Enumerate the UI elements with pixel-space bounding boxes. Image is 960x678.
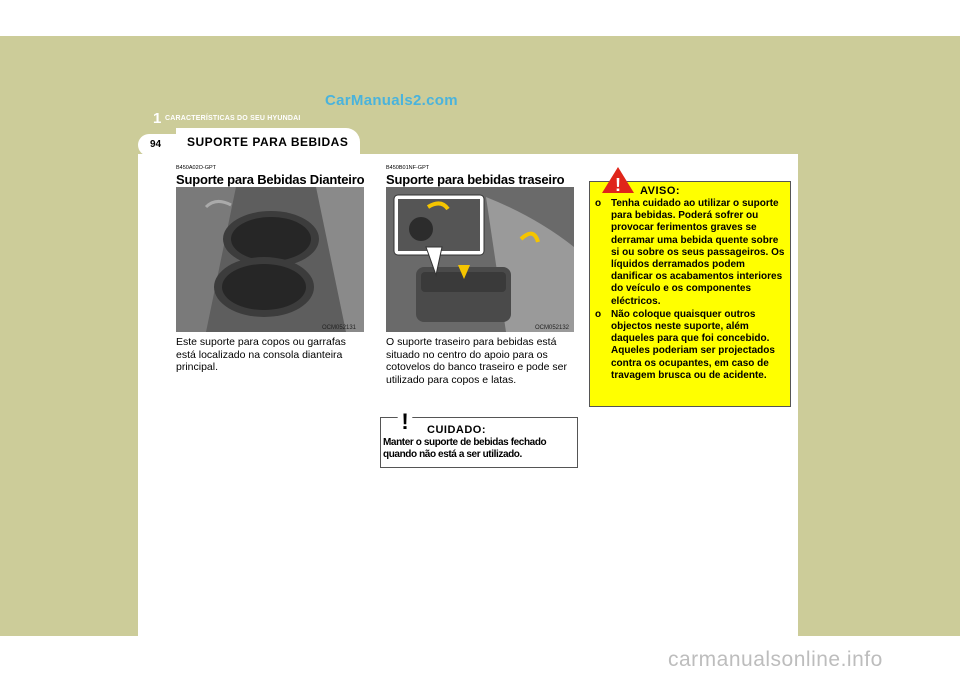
warning-bullet: o [595, 308, 602, 320]
svg-text:!: ! [401, 409, 409, 433]
chapter-title: CARACTERÍSTICAS DO SEU HYUNDAI [165, 115, 301, 122]
warning-item-text: Não coloque quaisquer outros objectos neste suporte, além daqueles para que foi concebido. Aqueles poderiam ser projectados contra os ocupantes, em caso de travagem brusca ou de acidente. [611, 308, 775, 381]
warning-item [595, 198, 787, 308]
warning-list [595, 198, 787, 383]
front-heading: Suporte para Bebidas Dianteiro [176, 172, 365, 187]
section-title: SUPORTE PARA BEBIDAS [187, 135, 349, 149]
rear-cupholder-photo [386, 187, 574, 332]
warning-triangle-icon [601, 166, 635, 194]
warning-title: AVISO: [640, 185, 681, 197]
warning-item [595, 309, 787, 382]
watermark-link[interactable]: CarManuals2.com [325, 92, 458, 109]
front-body-text: Este suporte para copos ou garrafas está localizado na consola dianteira principal. [176, 336, 346, 374]
page-number: 94 [150, 139, 162, 150]
caution-title: CUIDADO: [427, 424, 486, 436]
rear-ref-code: B450B01NF-GPT [386, 165, 430, 171]
front-cupholder-photo [176, 187, 364, 332]
rear-heading: Suporte para bebidas traseiro [386, 172, 565, 187]
caution-text: Manter o suporte de bebidas fechado quando não está a ser utilizado. [383, 437, 547, 460]
rear-body-text: O suporte traseiro para bebidas está situado no centro do apoio para os cotovelos do banco traseiro e pode ser utilizado para copos e latas. [386, 336, 567, 386]
warning-bullet: o [595, 198, 602, 209]
front-image-code: OCM052131 [322, 325, 357, 331]
front-ref-code: B450A02O-GPT [176, 165, 217, 171]
warning-item-text: Tenha cuidado ao utilizar o suporte para bebidas. Poderá sofrer ou provocar ferimentos graves se derramar uma bebida quente sobre si ou sobre os seus passageiros. Os líquidos derramados podem danificar os acabamentos interiores do veículo e os componentes eléctricos. [611, 198, 785, 307]
rear-image-code: OCM052132 [535, 325, 570, 331]
caution-warning-triangle-icon [392, 399, 418, 433]
svg-text:!: ! [615, 175, 621, 194]
chapter-number: 1 [153, 110, 162, 127]
footer-watermark: carmanualsonline.info [668, 648, 883, 671]
